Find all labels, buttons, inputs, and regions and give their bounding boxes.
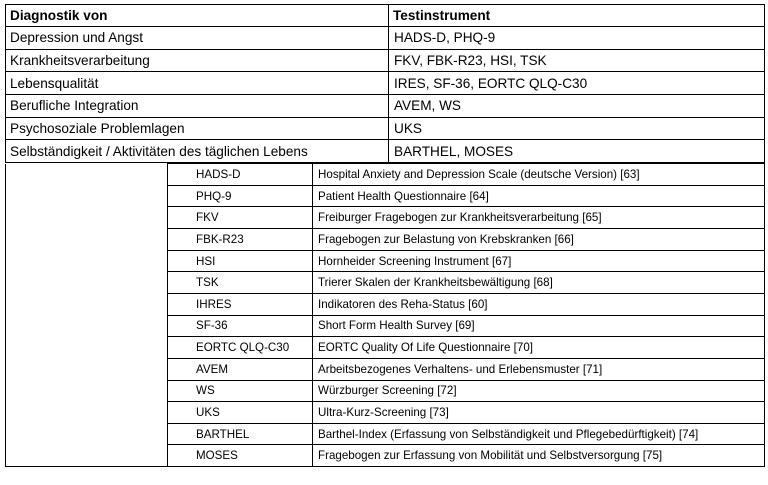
- full-name-cell: Freiburger Fragebogen zur Krankheitsverarbeitung [65]: [313, 207, 765, 229]
- testinstrument-cell: BARTHEL, MOSES: [389, 140, 765, 163]
- full-name-cell: Trierer Skalen der Krankheitsbewältigung [68]: [313, 272, 765, 294]
- abbreviation-cell: IHRES: [168, 293, 313, 315]
- table-row: [6, 72, 765, 95]
- diagnostik-cell: Berufliche Integration: [6, 95, 389, 118]
- full-name-cell: Short Form Health Survey [69]: [313, 315, 765, 337]
- table-row: [6, 140, 765, 163]
- table-row: [6, 445, 765, 467]
- abbreviation-cell: PHQ-9: [168, 185, 313, 207]
- blank-cell: [6, 402, 168, 424]
- document-page: [5, 4, 764, 467]
- table-row: [6, 164, 765, 186]
- blank-cell: [6, 272, 168, 294]
- blank-cell: [6, 293, 168, 315]
- abbreviation-cell: AVEM: [168, 358, 313, 380]
- blank-cell: [6, 315, 168, 337]
- full-name-cell: Barthel-Index (Erfassung von Selbständigkeit und Pflegebedürftigkeit) [74]: [313, 423, 765, 445]
- blank-cell: [6, 358, 168, 380]
- table-row: [6, 27, 765, 50]
- table-row: [6, 250, 765, 272]
- table-row: [6, 272, 765, 294]
- testinstrument-cell: FKV, FBK-R23, HSI, TSK: [389, 49, 765, 72]
- full-name-cell: Indikatoren des Reha-Status [60]: [313, 293, 765, 315]
- table-row: [6, 293, 765, 315]
- full-name-cell: Hornheider Screening Instrument [67]: [313, 250, 765, 272]
- header-testinstrument: Testinstrument: [389, 5, 765, 27]
- blank-cell: [6, 445, 168, 467]
- abbreviation-cell: MOSES: [168, 445, 313, 467]
- blank-cell: [6, 164, 168, 186]
- header-diagnostik: Diagnostik von: [6, 5, 389, 27]
- table-row: [6, 337, 765, 359]
- full-name-cell: Arbeitsbezogenes Verhaltens- und Erlebensmuster [71]: [313, 358, 765, 380]
- full-name-cell: Hospital Anxiety and Depression Scale (deutsche Version) [63]: [313, 164, 765, 186]
- testinstrument-cell: HADS-D, PHQ-9: [389, 27, 765, 50]
- diagnostik-cell: Selbständigkeit / Aktivitäten des täglichen Lebens: [6, 140, 389, 163]
- blank-cell: [6, 380, 168, 402]
- abbreviation-cell: HADS-D: [168, 164, 313, 186]
- diagnostik-cell: Lebensqualität: [6, 72, 389, 95]
- testinstrument-cell: UKS: [389, 117, 765, 140]
- table-row: [6, 380, 765, 402]
- testinstrument-cell: IRES, SF-36, EORTC QLQ-C30: [389, 72, 765, 95]
- table-row: [6, 49, 765, 72]
- abbreviation-cell: WS: [168, 380, 313, 402]
- blank-cell: [6, 250, 168, 272]
- abbreviation-cell: HSI: [168, 250, 313, 272]
- blank-cell: [6, 207, 168, 229]
- abbreviation-cell: SF-36: [168, 315, 313, 337]
- overview-header-row: [6, 5, 765, 27]
- blank-cell: [6, 185, 168, 207]
- abbreviation-cell: FBK-R23: [168, 229, 313, 251]
- full-name-cell: Ultra-Kurz-Screening [73]: [313, 402, 765, 424]
- diagnostik-cell: Psychosoziale Problemlagen: [6, 117, 389, 140]
- table-row: [6, 117, 765, 140]
- table-row: [6, 315, 765, 337]
- full-name-cell: Patient Health Questionnaire [64]: [313, 185, 765, 207]
- table-row: [6, 358, 765, 380]
- abbreviation-legend-table: [5, 163, 765, 467]
- blank-cell: [6, 337, 168, 359]
- table-row: [6, 185, 765, 207]
- full-name-cell: Würzburger Screening [72]: [313, 380, 765, 402]
- table-row: [6, 95, 765, 118]
- table-row: [6, 229, 765, 251]
- table-row: [6, 207, 765, 229]
- abbreviation-cell: EORTC QLQ-C30: [168, 337, 313, 359]
- table-row: [6, 402, 765, 424]
- full-name-cell: Fragebogen zur Belastung von Krebskranken [66]: [313, 229, 765, 251]
- diagnostik-cell: Depression und Angst: [6, 27, 389, 50]
- abbreviation-cell: UKS: [168, 402, 313, 424]
- table-row: [6, 423, 765, 445]
- diagnostik-cell: Krankheitsverarbeitung: [6, 49, 389, 72]
- abbreviation-cell: BARTHEL: [168, 423, 313, 445]
- abbreviation-cell: FKV: [168, 207, 313, 229]
- full-name-cell: EORTC Quality Of Life Questionnaire [70]: [313, 337, 765, 359]
- blank-cell: [6, 423, 168, 445]
- testinstrument-cell: AVEM, WS: [389, 95, 765, 118]
- blank-cell: [6, 229, 168, 251]
- diagnostics-overview-table: [5, 4, 765, 163]
- abbreviation-cell: TSK: [168, 272, 313, 294]
- full-name-cell: Fragebogen zur Erfassung von Mobilität und Selbstversorgung [75]: [313, 445, 765, 467]
